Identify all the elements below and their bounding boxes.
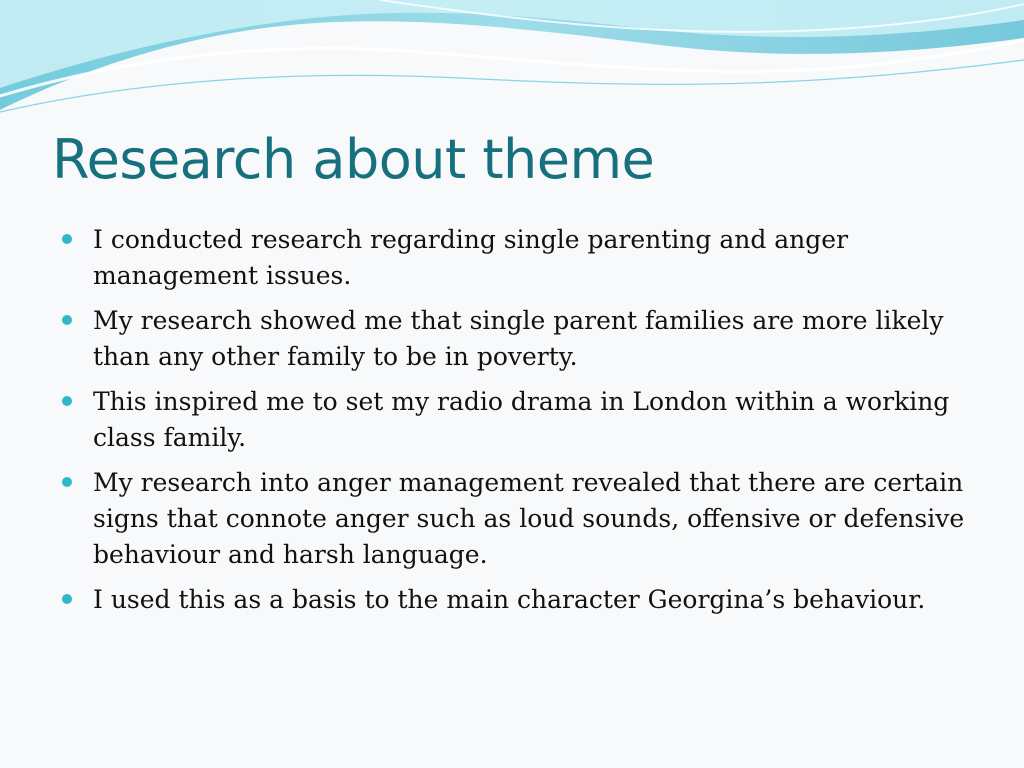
bullet-text: This inspired me to set my radio drama in London within a working class family.: [93, 387, 950, 452]
header-wave-decoration: [0, 0, 1024, 130]
bullet-text: My research into anger management revealed that there are certain signs that connote anger such as loud sounds, offensive or defensive behaviour and harsh language.: [93, 468, 965, 569]
bullet-item: [62, 303, 972, 375]
bullet-dot-icon: [62, 477, 72, 487]
bullet-text: I conducted research regarding single parenting and anger management issues.: [93, 225, 849, 290]
bullet-list: [62, 222, 972, 627]
bullet-item: [62, 582, 972, 618]
bullet-dot-icon: [62, 315, 72, 325]
bullet-item: [62, 222, 972, 294]
bullet-dot-icon: [62, 234, 72, 244]
bullet-dot-icon: [62, 396, 72, 406]
bullet-text: My research showed me that single parent families are more likely than any other family to be in poverty.: [93, 306, 944, 371]
slide-title: Research about theme: [52, 128, 655, 191]
bullet-item: [62, 384, 972, 456]
bullet-item: [62, 465, 972, 573]
bullet-text: I used this as a basis to the main character Georgina’s behaviour.: [93, 585, 926, 614]
bullet-dot-icon: [62, 594, 72, 604]
